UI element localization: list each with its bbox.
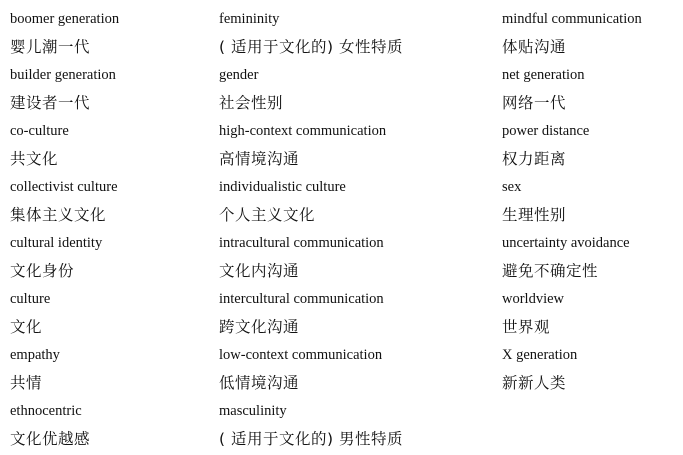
term-english: co-culture	[10, 123, 69, 139]
glossary-entry	[219, 229, 489, 285]
glossary-entry	[502, 285, 683, 341]
term-chinese: ( 适用于文化的) 女性特质	[219, 38, 403, 56]
glossary-entry	[10, 117, 210, 173]
term-chinese: 共情	[10, 374, 43, 392]
term-chinese: 社会性别	[219, 94, 284, 112]
term-chinese: 低情境沟通	[219, 374, 300, 392]
term-chinese: 文化	[10, 318, 43, 336]
term-chinese: 生理性别	[502, 206, 567, 224]
term-english: net generation	[502, 67, 585, 83]
term-chinese: 文化内沟通	[219, 262, 300, 280]
term-english: femininity	[219, 11, 280, 27]
term-english: sex	[502, 179, 522, 195]
glossary-entry	[502, 61, 683, 117]
term-chinese: 世界观	[502, 318, 551, 336]
term-chinese: 新新人类	[502, 374, 567, 392]
term-chinese: 集体主义文化	[10, 206, 107, 224]
glossary-entry	[10, 285, 210, 341]
term-english: builder generation	[10, 67, 116, 83]
glossary-entry	[219, 285, 489, 341]
term-english: boomer generation	[10, 11, 120, 27]
term-english: gender	[219, 67, 259, 83]
glossary-column-1	[10, 5, 210, 453]
term-chinese: 文化身份	[10, 262, 75, 280]
term-english: intercultural communication	[219, 291, 384, 307]
glossary-entry	[502, 341, 683, 397]
term-chinese: 网络一代	[502, 94, 567, 112]
term-chinese: 权力距离	[502, 150, 567, 168]
term-english: worldview	[502, 291, 565, 307]
term-english: cultural identity	[10, 235, 103, 251]
glossary-entry	[219, 61, 489, 117]
glossary-entry	[219, 397, 489, 453]
term-english: mindful communication	[502, 11, 642, 27]
glossary-entry	[10, 397, 210, 453]
term-chinese: 跨文化沟通	[219, 318, 300, 336]
term-chinese: 体贴沟通	[502, 38, 567, 56]
glossary-entry	[10, 341, 210, 397]
term-english: intracultural communication	[219, 235, 384, 251]
glossary-column-3	[502, 5, 683, 397]
glossary-entry	[10, 5, 210, 61]
glossary-column-2	[219, 5, 489, 453]
term-english: empathy	[10, 347, 60, 363]
term-chinese: 建设者一代	[10, 94, 91, 112]
term-english: collectivist culture	[10, 179, 118, 195]
glossary-entry	[219, 341, 489, 397]
term-chinese: 婴儿潮一代	[10, 38, 91, 56]
term-english: masculinity	[219, 403, 287, 419]
term-chinese: 共文化	[10, 150, 59, 168]
term-english: ethnocentric	[10, 403, 82, 419]
term-english: uncertainty avoidance	[502, 235, 630, 251]
term-english: culture	[10, 291, 51, 307]
term-chinese: 个人主义文化	[219, 206, 316, 224]
term-english: low-context communication	[219, 347, 383, 363]
term-chinese: 避免不确定性	[502, 262, 599, 280]
term-chinese: 高情境沟通	[219, 150, 300, 168]
glossary-entry	[10, 173, 210, 229]
glossary-entry	[219, 173, 489, 229]
term-english: individualistic culture	[219, 179, 346, 195]
glossary-entry	[502, 173, 683, 229]
glossary-entry	[10, 229, 210, 285]
term-chinese: 文化优越感	[10, 430, 91, 448]
glossary-entry	[502, 5, 683, 61]
term-english: X generation	[502, 347, 578, 363]
glossary-entry	[219, 5, 489, 61]
term-english: power distance	[502, 123, 590, 139]
term-chinese: ( 适用于文化的) 男性特质	[219, 430, 403, 448]
glossary-entry	[502, 229, 683, 285]
glossary-entry	[219, 117, 489, 173]
glossary-entry	[10, 61, 210, 117]
term-english: high-context communication	[219, 123, 387, 139]
glossary-entry	[502, 117, 683, 173]
